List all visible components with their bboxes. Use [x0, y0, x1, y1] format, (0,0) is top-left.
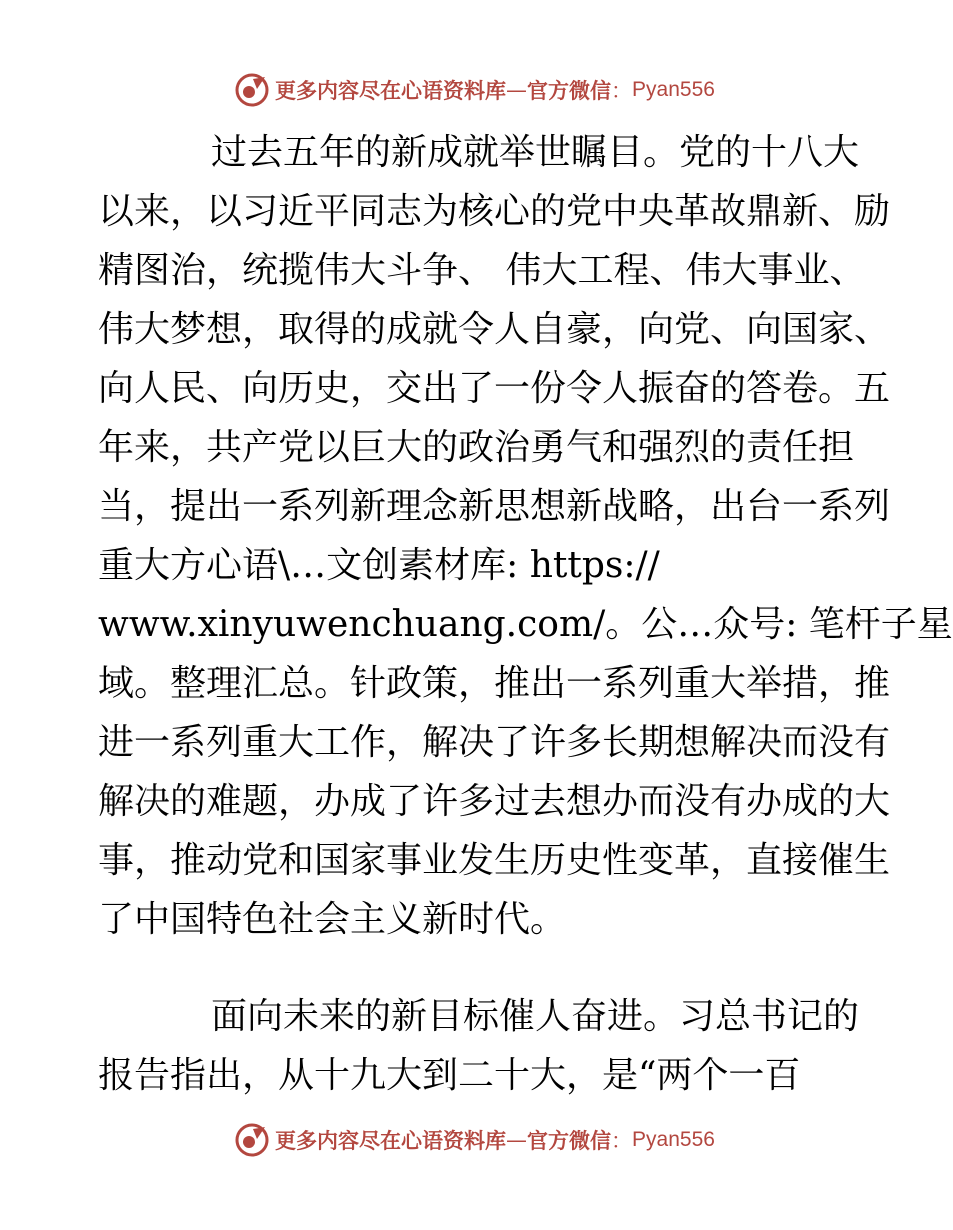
footer-banner-separator: —	[506, 1128, 528, 1152]
paragraph-1-line-13: 事，推动党和国家事业发生历史性变革，直接催生	[98, 840, 891, 881]
paragraph-1-line-4: 伟大梦想，取得的成就令人自豪，向党、向国家、	[98, 309, 891, 350]
footer-banner[interactable]	[0, 1120, 950, 1160]
footer-banner-wechat-label: 官方微信	[527, 1129, 612, 1153]
paragraph-1-line-8: 重大方心语\…文创素材库: https://	[98, 545, 660, 586]
paragraph-1-line-10: 域。整理汇总。针政策，推出一系列重大举措，推	[98, 663, 891, 704]
paragraph-1-line-6: 年来，共产党以巨大的政治勇气和强烈的责任担	[98, 427, 855, 468]
paragraph-2-line-1: 面向未来的新目标催人奋进。习总书记的	[211, 996, 860, 1037]
footer-banner-colon: ：	[611, 1129, 633, 1153]
paragraph-1-line-12: 解决的难题，办成了许多过去想办而没有办成的大	[98, 781, 891, 822]
paragraph-2-line-2: 报告指出，从十九大到二十大，是“两个一百	[98, 1055, 801, 1096]
paragraph-1-line-7: 当，提出一系列新理念新思想新战略，出台一系列	[98, 486, 891, 527]
header-banner-title: 更多内容尽在心语资料库	[275, 79, 507, 103]
paragraph-1-line-11: 进一系列重大工作，解决了许多长期想解决而没有	[98, 722, 891, 763]
header-banner-separator: —	[506, 78, 528, 102]
paragraph-gap	[98, 949, 850, 987]
paragraph-1-line-9: www.xinyuwenchuang.com/。公…众号: 笔杆子星	[98, 604, 953, 645]
header-banner[interactable]	[0, 70, 950, 110]
header-banner-wechat-id: Pyan556	[632, 78, 715, 101]
brand-logo-icon	[235, 1123, 269, 1157]
paragraph-1-line-14: 了中国特色社会主义新时代。	[98, 899, 567, 940]
document-body	[98, 123, 953, 1105]
footer-banner-wechat-id: Pyan556	[632, 1128, 715, 1151]
paragraph-1-line-3: 精图治，统揽伟大斗争、 伟大工程、伟大事业、	[98, 250, 866, 291]
paragraph-1-line-5: 向人民、向历史，交出了一份令人振奋的答卷。五	[98, 368, 891, 409]
brand-logo-icon	[235, 73, 269, 107]
header-banner-wechat-label: 官方微信	[527, 79, 612, 103]
footer-banner-title: 更多内容尽在心语资料库	[275, 1129, 507, 1153]
paragraph-1-line-1: 过去五年的新成就举世瞩目。党的十八大	[211, 132, 860, 173]
paragraph-1-line-2: 以来，以习近平同志为核心的党中央革故鼎新、励	[98, 191, 891, 232]
header-banner-colon: ：	[611, 79, 633, 103]
